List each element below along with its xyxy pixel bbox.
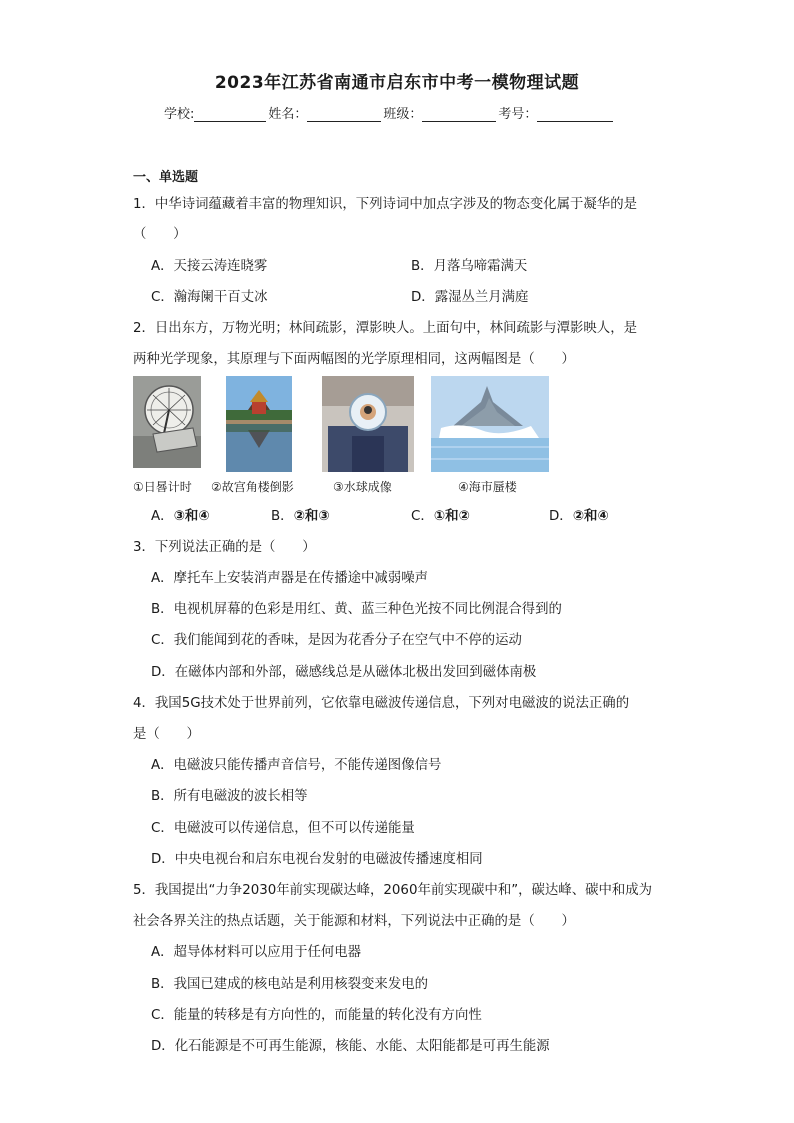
q2-option-c-text: ①和② — [433, 509, 470, 524]
q4-option-a[interactable]: A．电磁波只能传播声音信号，不能传递图像信号 — [151, 758, 442, 773]
q2-option-b-text: ②和③ — [293, 509, 330, 524]
exam-number-label: 考号： — [498, 107, 538, 122]
mirage-image — [431, 376, 549, 472]
q2-option-a[interactable] — [151, 505, 210, 524]
water-ball-image — [322, 376, 414, 472]
page-title: 2023年江苏省南通市启东市中考一模物理试题 — [214, 73, 580, 93]
school-blank[interactable] — [194, 107, 266, 122]
q4-option-c[interactable]: C．电磁波可以传递信息，但不可以传递能量 — [151, 821, 415, 836]
student-info-row — [164, 103, 615, 122]
q4-option-b[interactable]: B．所有电磁波的波长相等 — [151, 789, 308, 804]
caption-water-ball: ③水球成像 — [333, 480, 392, 494]
q1-option-a[interactable]: A．天接云涛连晓雾 — [151, 259, 268, 274]
q1-option-d[interactable]: D．露湿丛兰月满庭 — [411, 290, 529, 305]
caption-palace: ②故宫角楼倒影 — [211, 480, 294, 494]
name-blank[interactable] — [307, 107, 381, 122]
q4-stem-line1: 4．我国5G技术处于世界前列，它依靠电磁波传递信息，下列对电磁波的说法正确的 — [133, 696, 630, 711]
caption-mirage: ④海市蜃楼 — [458, 480, 517, 494]
sundial-image — [133, 376, 201, 468]
q3-option-c[interactable]: C．我们能闻到花的香味，是因为花香分子在空气中不停的运动 — [151, 633, 522, 648]
q5-option-d[interactable]: D．化石能源是不可再生能源，核能、水能、太阳能都是可再生能源 — [151, 1039, 550, 1054]
q2-stem-line1: 2．日出东方，万物光明；林间疏影，潭影映人。上面句中，林间疏影与潭影映人，是 — [133, 321, 637, 336]
q4-stem-line2: 是（ ） — [133, 727, 200, 742]
q2-option-b[interactable] — [271, 505, 330, 524]
q2-option-d-letter: D． — [549, 509, 573, 524]
q4-option-d[interactable]: D．中央电视台和启东电视台发射的电磁波传播速度相同 — [151, 852, 483, 867]
name-label: 姓名： — [268, 107, 308, 122]
q5-stem-line2: 社会各界关注的热点话题，关于能源和材料，下列说法中正确的是（ ） — [133, 914, 575, 929]
q2-stem-line2: 两种光学现象，其原理与下面两幅图的光学原理相同，这两幅图是（ ） — [133, 352, 575, 367]
q2-option-a-letter: A． — [151, 509, 174, 524]
section-heading: 一、单选题 — [133, 170, 199, 185]
class-label: 班级： — [383, 107, 423, 122]
q3-option-d[interactable]: D．在磁体内部和外部，磁感线总是从磁体北极出发回到磁体南极 — [151, 665, 537, 680]
class-blank[interactable] — [422, 107, 496, 122]
q5-option-a[interactable]: A．超导体材料可以应用于任何电器 — [151, 945, 362, 960]
q2-figures — [133, 376, 673, 476]
q5-stem-line1: 5．我国提出“力争2030年前实现碳达峰，2060年前实现碳中和”，碳达峰、碳中和成为 — [133, 883, 653, 898]
q2-option-a-text: ③和④ — [173, 509, 210, 524]
q3-option-a[interactable]: A．摩托车上安装消声器是在传播途中减弱噪声 — [151, 571, 428, 586]
q2-option-d[interactable] — [549, 505, 609, 524]
q1-stem-line1: 1．中华诗词蕴藏着丰富的物理知识，下列诗词中加点字涉及的物态变化属于凝华的是 — [133, 197, 637, 212]
caption-sundial: ①日晷计时 — [133, 480, 192, 494]
exam-number-blank[interactable] — [537, 107, 613, 122]
school-label: 学校: — [164, 107, 195, 122]
q3-option-b[interactable]: B．电视机屏幕的色彩是用红、黄、蓝三种色光按不同比例混合得到的 — [151, 602, 562, 617]
q1-option-c[interactable]: C．瀚海阑干百丈冰 — [151, 290, 268, 305]
q2-option-c-letter: C． — [411, 509, 434, 524]
q1-stem-line2: （ ） — [133, 227, 187, 242]
q2-option-c[interactable] — [411, 505, 470, 524]
q2-option-b-letter: B． — [271, 509, 294, 524]
q3-stem: 3．下列说法正确的是（ ） — [133, 540, 316, 555]
q5-option-c[interactable]: C．能量的转移是有方向性的，而能量的转化没有方向性 — [151, 1008, 482, 1023]
q2-option-d-text: ②和④ — [572, 509, 609, 524]
palace-reflection-image — [226, 376, 292, 472]
q5-option-b[interactable]: B．我国已建成的核电站是利用核裂变来发电的 — [151, 977, 428, 992]
q1-option-b[interactable]: B．月落乌啼霜满天 — [411, 259, 528, 274]
